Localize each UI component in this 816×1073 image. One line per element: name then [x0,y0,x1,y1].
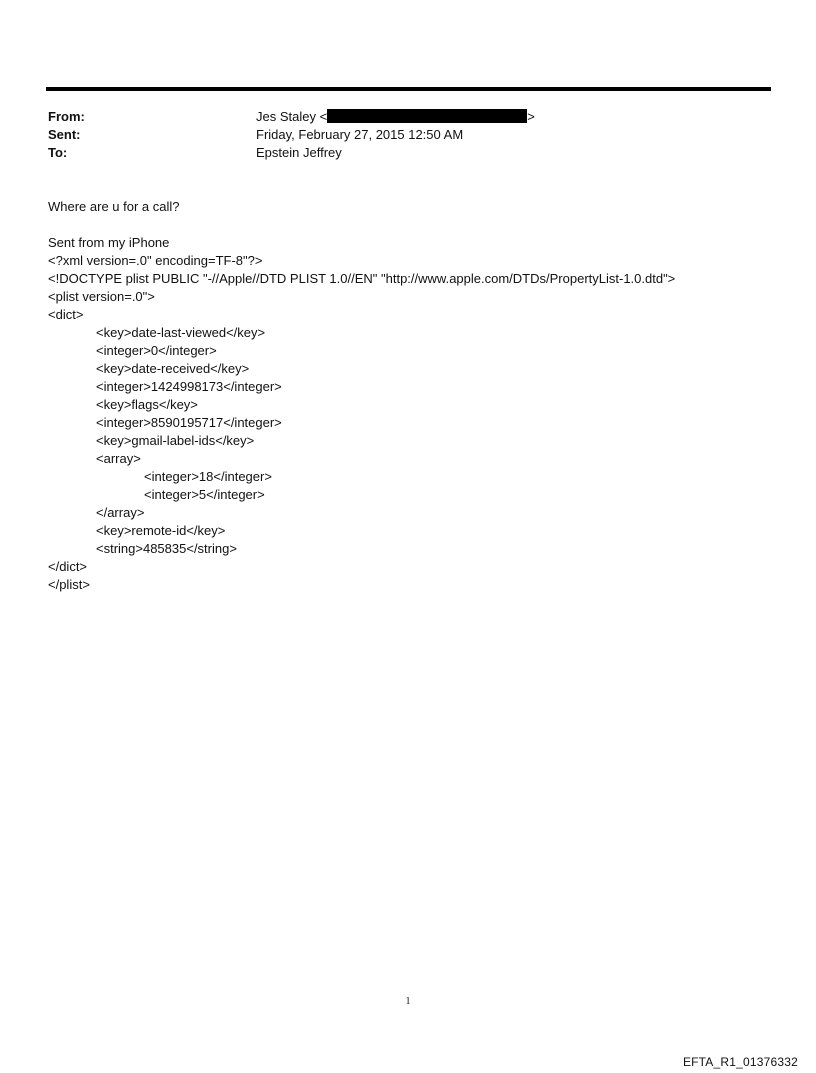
plist-line: <?xml version=.0" encoding=TF-8"?> [48,253,263,268]
plist-line: <integer>5</integer> [144,487,265,502]
plist-line: <key>remote-id</key> [96,523,226,538]
plist-line: <plist version=.0"> [48,289,155,304]
message-text: Where are u for a call? [48,199,180,214]
sent-value: Friday, February 27, 2015 12:50 AM [256,127,464,142]
plist-line: <key>flags</key> [96,397,198,412]
from-value [256,108,535,125]
plist-line: <integer>0</integer> [96,343,217,358]
to-value: Epstein Jeffrey [256,145,342,160]
plist-line: </array> [96,505,145,520]
plist-line: <integer>1424998173</integer> [96,379,282,394]
plist-line: <!DOCTYPE plist PUBLIC "-//Apple//DTD PLIST 1.0//EN" "http://www.apple.com/DTDs/PropertyList-1.0.dtd"> [48,271,676,286]
header-divider [46,87,771,91]
from-name: Jes Staley < [256,109,328,124]
from-label: From: [48,109,85,124]
plist-line: <key>gmail-label-ids</key> [96,433,255,448]
from-close-bracket: > [527,109,535,124]
plist-line: <key>date-last-viewed</key> [96,325,266,340]
to-label: To: [48,145,68,160]
signature-text: Sent from my iPhone [48,235,170,250]
page-number: 1 [405,996,411,1007]
plist-line: </plist> [48,577,90,592]
redacted-email [327,109,527,123]
plist-line: </dict> [48,559,88,574]
document-id: EFTA_R1_01376332 [682,1055,798,1069]
plist-line: <string>485835</string> [96,541,237,556]
plist-line: <dict> [48,307,84,322]
plist-line: <integer>8590195717</integer> [96,415,282,430]
plist-line: <array> [96,451,141,466]
plist-line: <integer>18</integer> [144,469,272,484]
plist-line: <key>date-received</key> [96,361,250,376]
sent-label: Sent: [48,127,81,142]
